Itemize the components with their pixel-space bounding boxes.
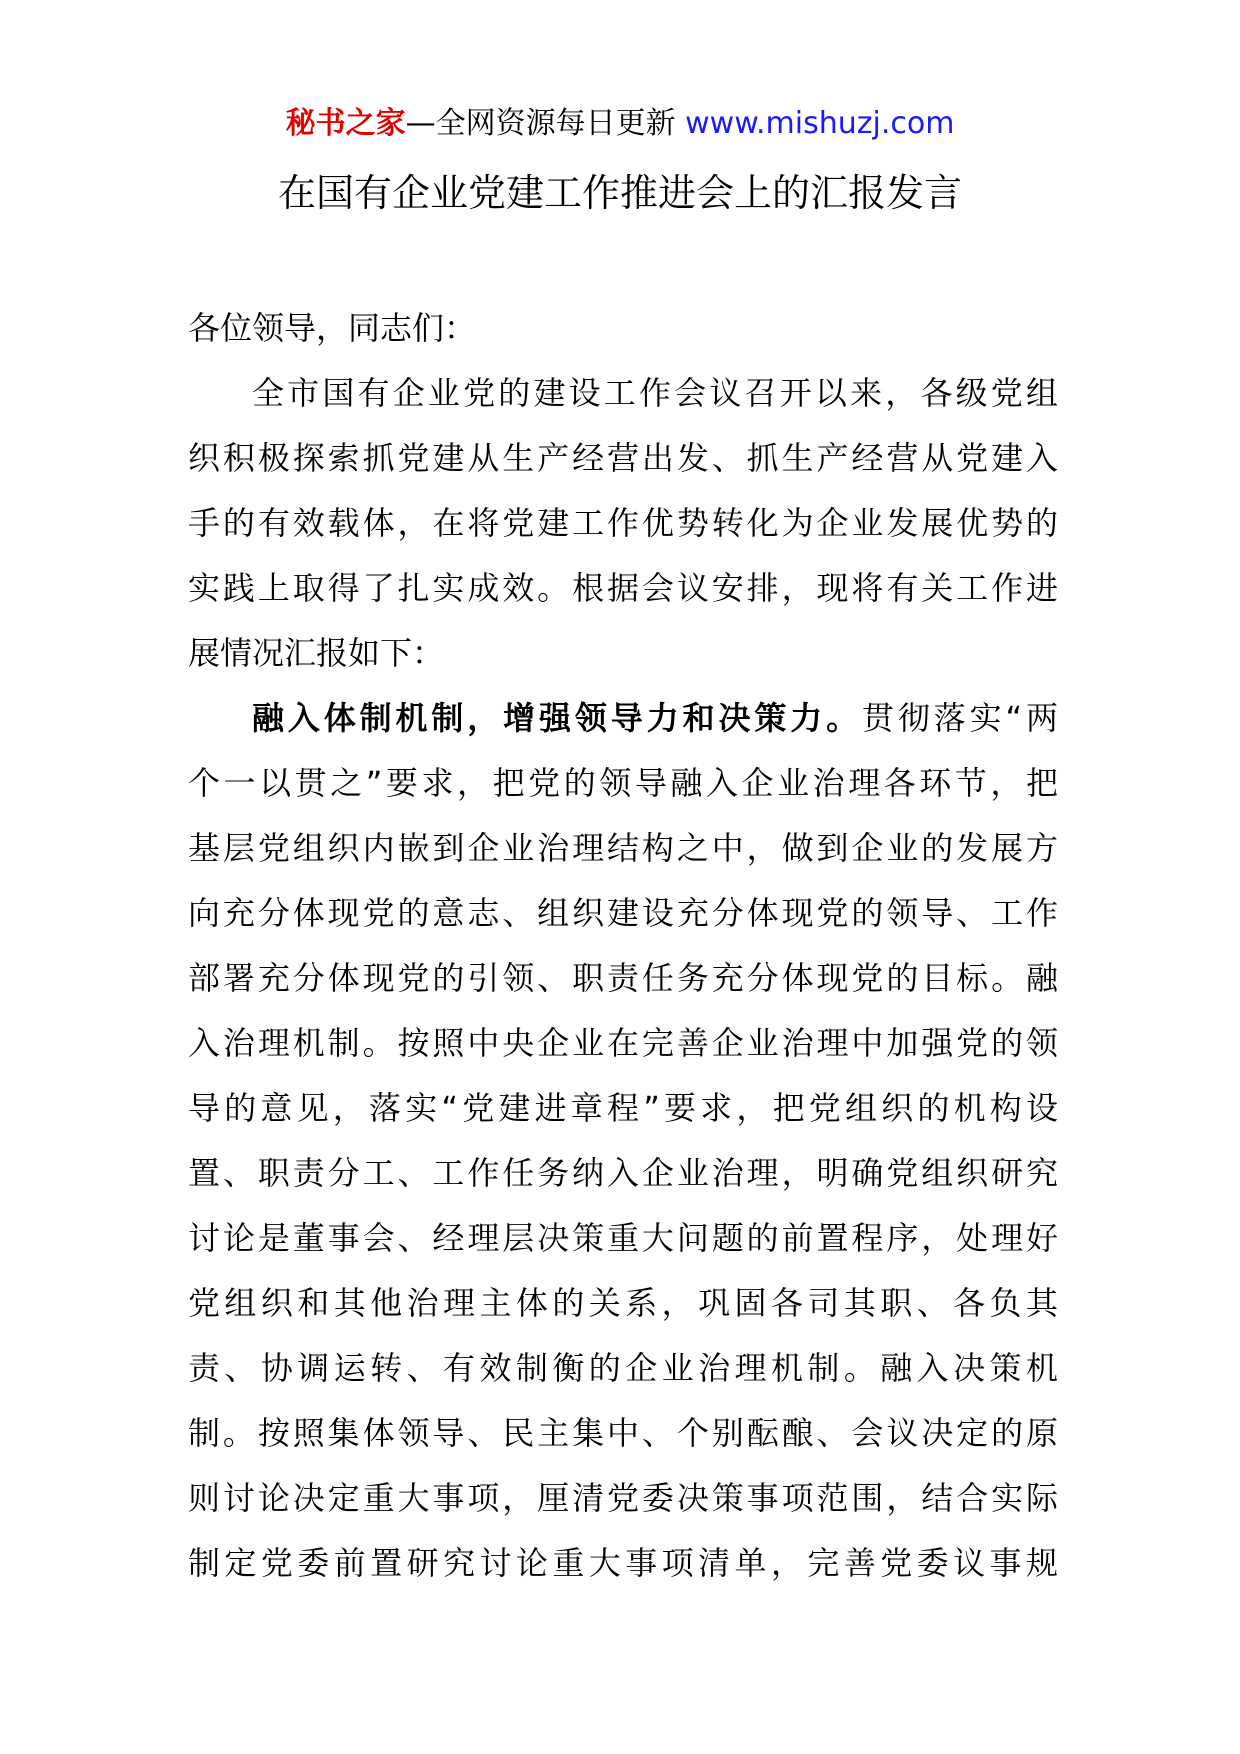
paragraph-2-line-13: 则讨论决定重大事项，厘清党委决策事项范围，结合实际 bbox=[188, 1479, 1058, 1517]
paragraph-2-line-1 bbox=[188, 686, 1058, 751]
site-url-link[interactable]: www.mishuzj.com bbox=[685, 106, 955, 141]
paragraph-2-line-10: 党组织和其他治理主体的关系，巩固各司其职、各负其 bbox=[188, 1284, 1058, 1322]
document-body bbox=[188, 296, 1058, 1596]
document-title: 在国有企业党建工作推进会上的汇报发言 bbox=[277, 171, 962, 215]
section-intro: 贯彻落实 bbox=[861, 699, 1006, 737]
paragraph-2-line-1-tail: “两 bbox=[1005, 699, 1058, 737]
paragraph-2-line-11: 责、协调运转、有效制衡的企业治理机制。融入决策机 bbox=[188, 1349, 1058, 1387]
site-brand: 秘书之家 bbox=[285, 106, 406, 141]
paragraph-1-line-2: 织积极探索抓党建从生产经营出发、抓生产经营从党建入 bbox=[188, 439, 1058, 477]
site-tagline: —全网资源每日更新 bbox=[405, 106, 686, 141]
paragraph-2-line-7: 导的意见，落实“党建进章程”要求，把党组织的机构设 bbox=[188, 1089, 1058, 1127]
paragraph-2-line-12: 制。按照集体领导、民主集中、个别酝酿、会议决定的原 bbox=[188, 1414, 1058, 1452]
paragraph-2-line-3: 基层党组织内嵌到企业治理结构之中，做到企业的发展方 bbox=[188, 829, 1058, 867]
greeting-line: 各位领导，同志们： bbox=[188, 309, 477, 347]
paragraph-1-line-1: 全市国有企业党的建设工作会议召开以来，各级党组 bbox=[252, 374, 1058, 412]
site-header bbox=[0, 104, 1240, 144]
paragraph-2-line-6: 入治理机制。按照中央企业在完善企业治理中加强党的领 bbox=[188, 1024, 1058, 1062]
paragraph-2-line-9: 讨论是董事会、经理层决策重大问题的前置程序，处理好 bbox=[188, 1219, 1058, 1257]
section-heading: 融入体制机制，增强领导力和决策力。 bbox=[252, 699, 862, 737]
paragraph-1-line-5: 展情况汇报如下： bbox=[188, 634, 445, 672]
paragraph-2-line-2: 个一以贯之”要求，把党的领导融入企业治理各环节，把 bbox=[188, 764, 1058, 802]
paragraph-2-line-14: 制定党委前置研究讨论重大事项清单，完善党委议事规 bbox=[188, 1544, 1058, 1582]
paragraph-2-line-5: 部署充分体现党的引领、职责任务充分体现党的目标。融 bbox=[188, 959, 1058, 997]
paragraph-1-line-4: 实践上取得了扎实成效。根据会议安排，现将有关工作进 bbox=[188, 569, 1058, 607]
paragraph-2-line-4: 向充分体现党的意志、组织建设充分体现党的领导、工作 bbox=[188, 894, 1058, 932]
paragraph-2-line-8: 置、职责分工、工作任务纳入企业治理，明确党组织研究 bbox=[188, 1154, 1058, 1192]
paragraph-1-line-3: 手的有效载体，在将党建工作优势转化为企业发展优势的 bbox=[188, 504, 1058, 542]
